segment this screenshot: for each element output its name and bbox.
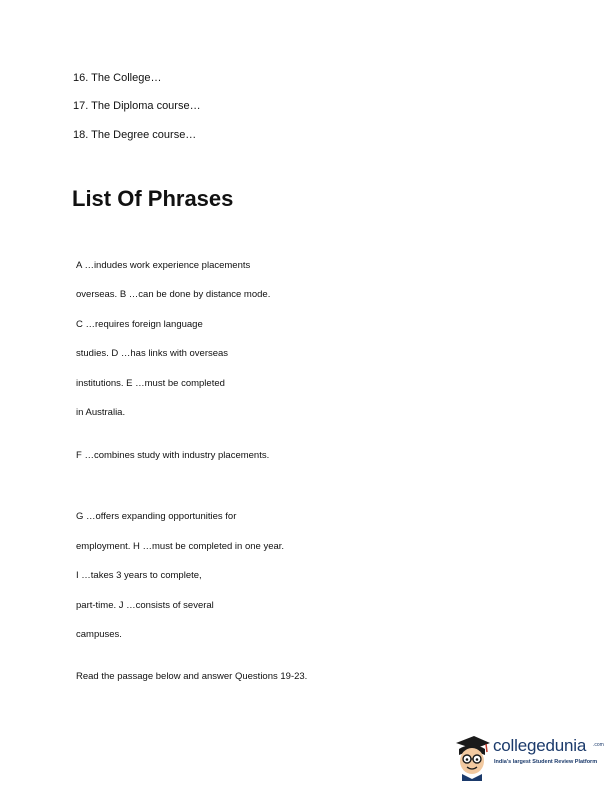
mascot-icon <box>452 733 492 781</box>
phrase-line: overseas. B …can be done by distance mode. <box>76 289 271 300</box>
phrase-line: A …indudes work experience placements <box>76 260 251 271</box>
phrase-line: F …combines study with industry placements. <box>76 450 270 461</box>
logo-tagline: India's largest Student Review Platform <box>494 759 598 765</box>
phrase-line: studies. D …has links with overseas <box>76 348 229 359</box>
phrase-line: I …takes 3 years to complete, <box>76 570 202 581</box>
question-16: 16. The College… <box>73 72 162 84</box>
instruction-line: Read the passage below and answer Questions 19-23. <box>76 671 308 682</box>
question-18: 18. The Degree course… <box>73 129 197 141</box>
section-heading: List Of Phrases <box>72 186 234 211</box>
phrase-line: part-time. J …consists of several <box>76 600 214 611</box>
phrase-line: employment. H …must be completed in one year. <box>76 541 285 552</box>
phrase-line: C …requires foreign language <box>76 319 203 330</box>
phrase-line: campuses. <box>76 629 122 640</box>
collegedunia-logo <box>452 733 602 781</box>
logo-domain: .com <box>593 742 604 748</box>
question-17: 17. The Diploma course… <box>73 100 201 112</box>
logo-wordmark: collegedunia <box>493 736 587 755</box>
phrase-line: in Australia. <box>76 407 126 418</box>
phrase-line: G …offers expanding opportunities for <box>76 511 237 522</box>
phrase-line: institutions. E …must be completed <box>76 378 225 389</box>
